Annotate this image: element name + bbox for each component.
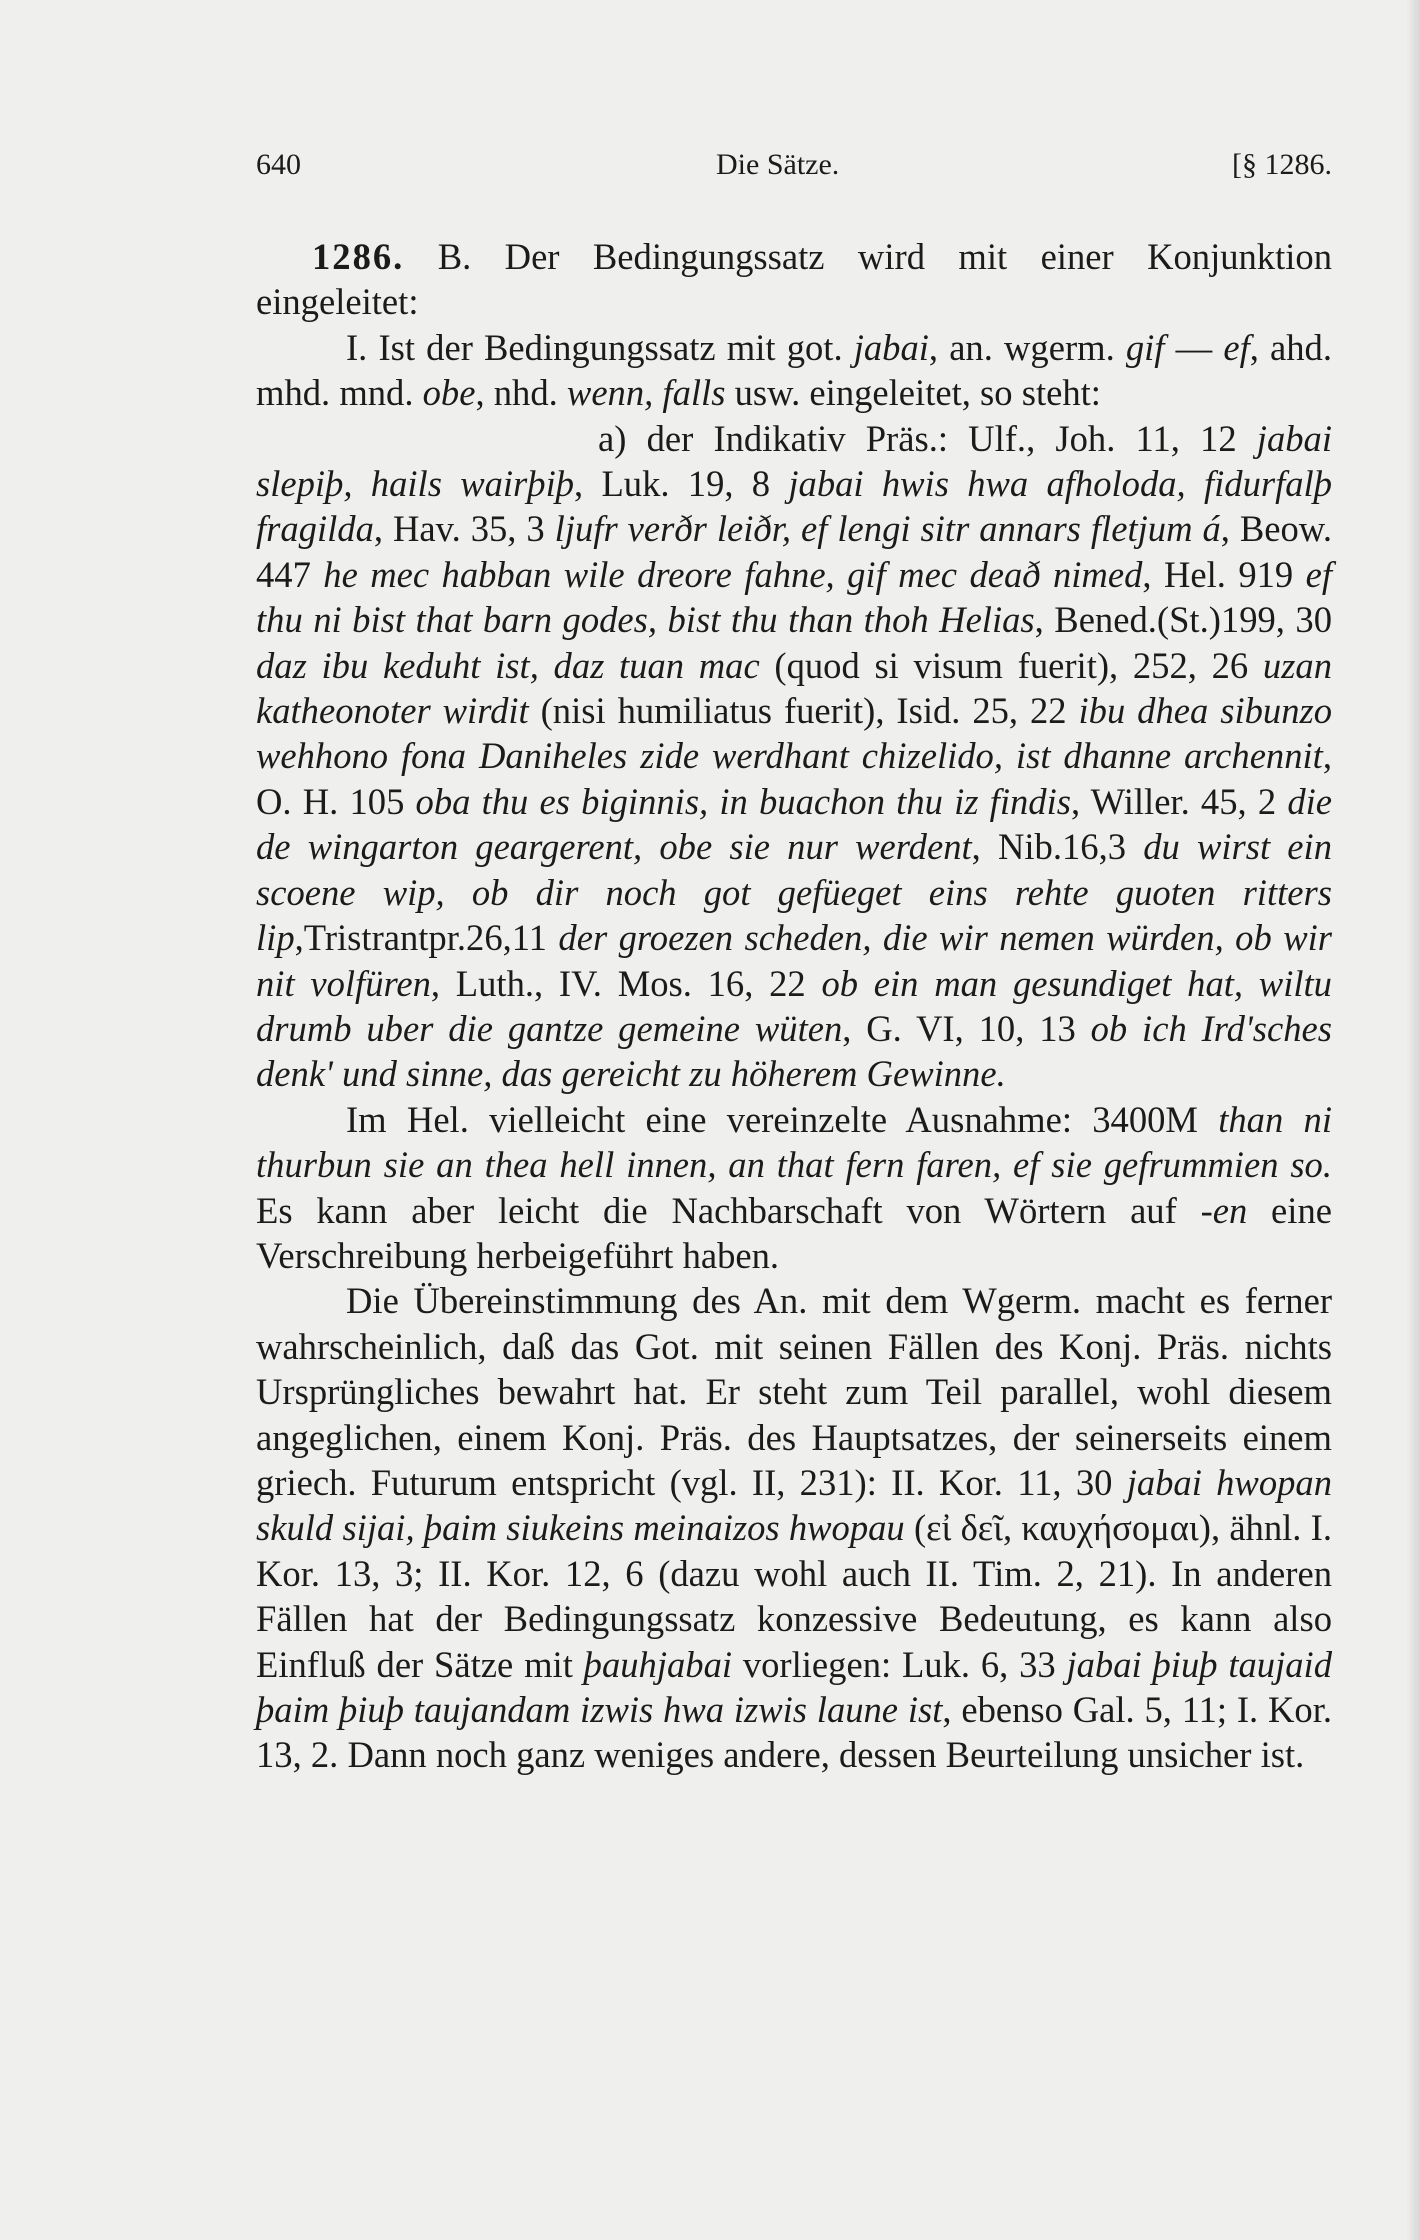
text-run: , Luth., IV. Mos. 16, 22 (430, 962, 822, 1004)
quotation: ob ich Ird'sches denk' und sinne, das gereicht zu höherem Gewinne. (256, 1007, 1332, 1095)
text-run: Im Hel. vielleicht eine vereinzelte Ausnahme: 3400M (346, 1098, 1219, 1140)
quotation: ef thu ni bist that barn godes, bist thu than thoh Helias (256, 553, 1333, 641)
page-number: 640 (256, 148, 301, 181)
quotation: du wirst ein scoene wip, ob dir noch got gefüeget eins rehte guoten ritters lip (256, 826, 1332, 959)
text-run: ,Tristrantpr.26,11 (294, 917, 559, 959)
section-number: 1286. (312, 236, 405, 277)
section-reference: [§ 1286. (1232, 148, 1332, 181)
quotation: oba thu es biginnis, in buachon thu iz findis (415, 780, 1071, 822)
paragraph-a (256, 416, 1332, 1097)
text-run: vorliegen: Luk. 6, 33 (732, 1643, 1067, 1685)
text-run: , ebenso Gal. 5, 11; I. Kor. 13, 2. Dann noch ganz weniges andere, dessen Beurteilung unsicher ist. (256, 1689, 1332, 1776)
text-run: (nisi humiliatus fuerit), Isid. 25, 22 (528, 690, 1079, 732)
text-run: (εἰ δεῖ, καυχήσομαι), ähnl. I. Kor. 13, 3; II. Kor. 12, 6 (dazu wohl auch II. Tim. 2, 21). In anderen Fällen hat der Bedingungssatz konzessive Bedeutung, es kann also Einfluß der Sätze mit (256, 1507, 1333, 1685)
text-run: , ahd. mhd. mnd. (256, 326, 1332, 414)
paragraph-heliand-exception (256, 1097, 1332, 1279)
text-run: — (1164, 326, 1224, 368)
cited-form: jabai (853, 326, 929, 368)
text-run: Es kann aber leicht die Nachbarschaft von Wörtern auf (256, 1189, 1201, 1231)
running-title: Die Sätze. (716, 148, 840, 181)
text-run: , an. wgerm. (928, 326, 1126, 368)
text-run: , Beow. 447 (256, 508, 1332, 595)
text-run: , Nib.16,3 (971, 826, 1144, 868)
quotation: jabai slepiþ, hails wairþiþ (256, 417, 1332, 505)
text-run: Die Übereinstimmung des An. mit dem Wgerm. macht es ferner wahrscheinlich, daß das Got. mit seinen Fällen des Konj. Präs. nichts Ursprüngliches bewahrt hat. Er steht zum Teil parallel, wohl diesem angeglichen, einem Konj. Präs. des Hauptsatzes, der seinerseits einem griech. Futurum entspricht (vgl. II, 231): II. Kor. 11, 30 (256, 1280, 1332, 1503)
text-run: der Indikativ Präs.: Ulf., Joh. 11, 12 (626, 417, 1257, 459)
text-run: usw. eingeleitet, so steht: (725, 372, 1101, 414)
paragraph-a-label: a) (598, 417, 627, 459)
quotation: die de wingarton geargerent, obe sie nur werdent (256, 780, 1332, 868)
text-run: eine Verschreibung herbeigeführt haben. (256, 1189, 1332, 1276)
section-intro-paragraph (256, 234, 1332, 325)
body-text (256, 234, 1332, 1778)
paragraph-I-label: I. (346, 326, 368, 368)
text-run: , nhd. (475, 372, 567, 414)
quotation: ljufr verðr leiðr, ef lengi sitr annars fletjum á (554, 508, 1221, 550)
quotation: ibu dhea sibunzo wehhono fona Daniheles zide werdhant chizelido, ist dhanne archennit (256, 690, 1333, 777)
cited-form: -en (1200, 1189, 1248, 1231)
cited-form: þauhjabai (583, 1643, 733, 1685)
paragraph-I (256, 325, 1332, 416)
quotation: der groezen scheden, die wir nemen würden, ob wir nit volfüren (256, 917, 1332, 1004)
text-run: , G. VI, 10, 13 (842, 1007, 1091, 1049)
book-page (256, 148, 1332, 1778)
quotation: daz ibu keduht ist, daz tuan mac (256, 644, 760, 686)
text-run: , Hav. 35, 3 (373, 508, 555, 550)
text-run: , Luk. 19, 8 (574, 463, 789, 505)
cited-form: obe (422, 372, 476, 414)
section-intro-text: B. Der Bedingungssatz wird mit einer Konjunktion eingeleitet: (256, 236, 1332, 323)
quotation: ob ein man gesundiget hat, wiltu drumb uber die gantze gemeine wüten (256, 962, 1332, 1049)
text-run: Ist der Bedingungssatz mit got. (367, 326, 854, 368)
quotation: jabai þiuþ taujaid þaim þiuþ taujandam izwis hwa izwis laune ist (256, 1643, 1332, 1730)
text-run: (quod si visum fuerit), 252, 26 (759, 644, 1263, 686)
scan-edge-shadow (1406, 0, 1420, 2240)
text-run: , Hel. 919 (1142, 553, 1306, 595)
quotation: jabai hwopan skuld sijai, þaim siukeins meinaizos hwopau (256, 1461, 1332, 1549)
cited-form: ef (1223, 326, 1250, 368)
quotation: jabai hwis hwa afholoda, fidurfalþ fragilda (256, 463, 1332, 550)
text-run: , Bened.(St.)199, 30 (1034, 599, 1332, 641)
text-run: , Willer. 45, 2 (1070, 780, 1288, 822)
quotation: than ni thurbun sie an thea hell innen, an that fern faren, ef sie gefrummien so. (256, 1098, 1332, 1186)
paragraph-gothic-comparison (256, 1278, 1332, 1777)
text-run: , O. H. 105 (256, 735, 1332, 822)
cited-form: wenn, falls (566, 372, 726, 414)
running-head (256, 148, 1332, 188)
quotation: uzan katheonoter wirdit (256, 644, 1332, 732)
cited-form: gif (1125, 326, 1165, 368)
quotation: he mec habban wile dreore fahne, gif mec deað nimed (323, 553, 1143, 595)
